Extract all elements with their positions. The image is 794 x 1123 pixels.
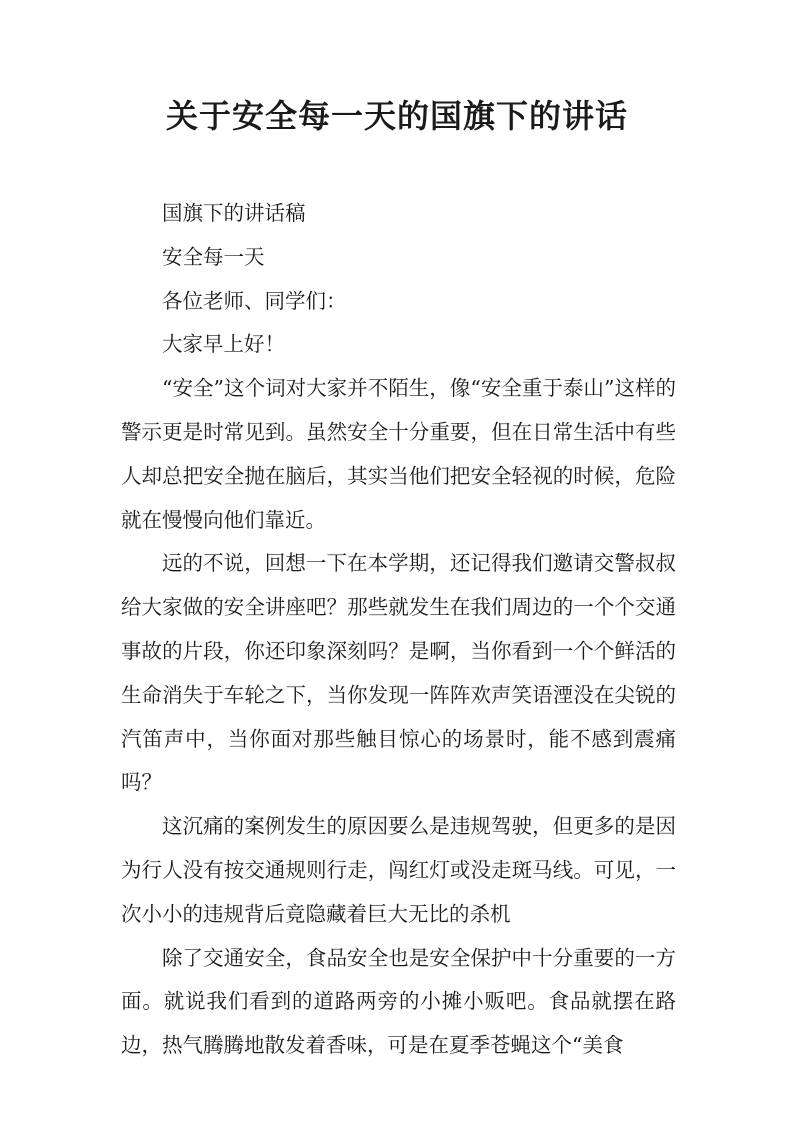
paragraph-greeting: 大家早上好！ (162, 332, 285, 357)
document-body (121, 192, 676, 1068)
paragraph-subtitle: 国旗下的讲话稿 (162, 201, 306, 225)
paragraph-salutation: 各位老师、同学们： (162, 288, 347, 313)
document-title: 关于安全每一天的国旗下的讲话 (165, 97, 628, 135)
paragraph-body: 除了交通安全，食品安全也是安全保护中十分重要的一方面。就说我们看到的道路两旁的小摊小贩吧。食品就摆在路边，热气腾腾地散发着香味，可是在夏季苍蝇这个“美食 (121, 945, 676, 1058)
paragraph-topic: 安全每一天 (162, 244, 265, 269)
paragraph-body: 远的不说，回想一下在本学期，还记得我们邀请交警叔叔给大家做的安全讲座吧？那些就发生在我们周边的一个个交通事故的片段，你还印象深刻吗？是啊，当你看到一个个鲜活的生命消失于车轮之下，当你发现一阵阵欢声笑语湮没在尖锐的汽笛声中，当你面对那些触目惊心的场景时，能不感到震痛吗？ (121, 551, 676, 795)
paragraph-body: “安全”这个词对大家并不陌生，像“安全重于泰山”这样的警示更是时常见到。虽然安全十分重要，但在日常生活中有些人却总把安全抛在脑后，其实当他们把安全轻视的时候，危险就在慢慢向他们靠近。 (121, 376, 676, 532)
paragraph-body: 这沉痛的案例发生的原因要么是违规驾驶，但更多的是因为行人没有按交通规则行走，闯红灯或没走斑马线。可见，一次小小的违规背后竟隐藏着巨大无比的杀机 (121, 814, 676, 926)
